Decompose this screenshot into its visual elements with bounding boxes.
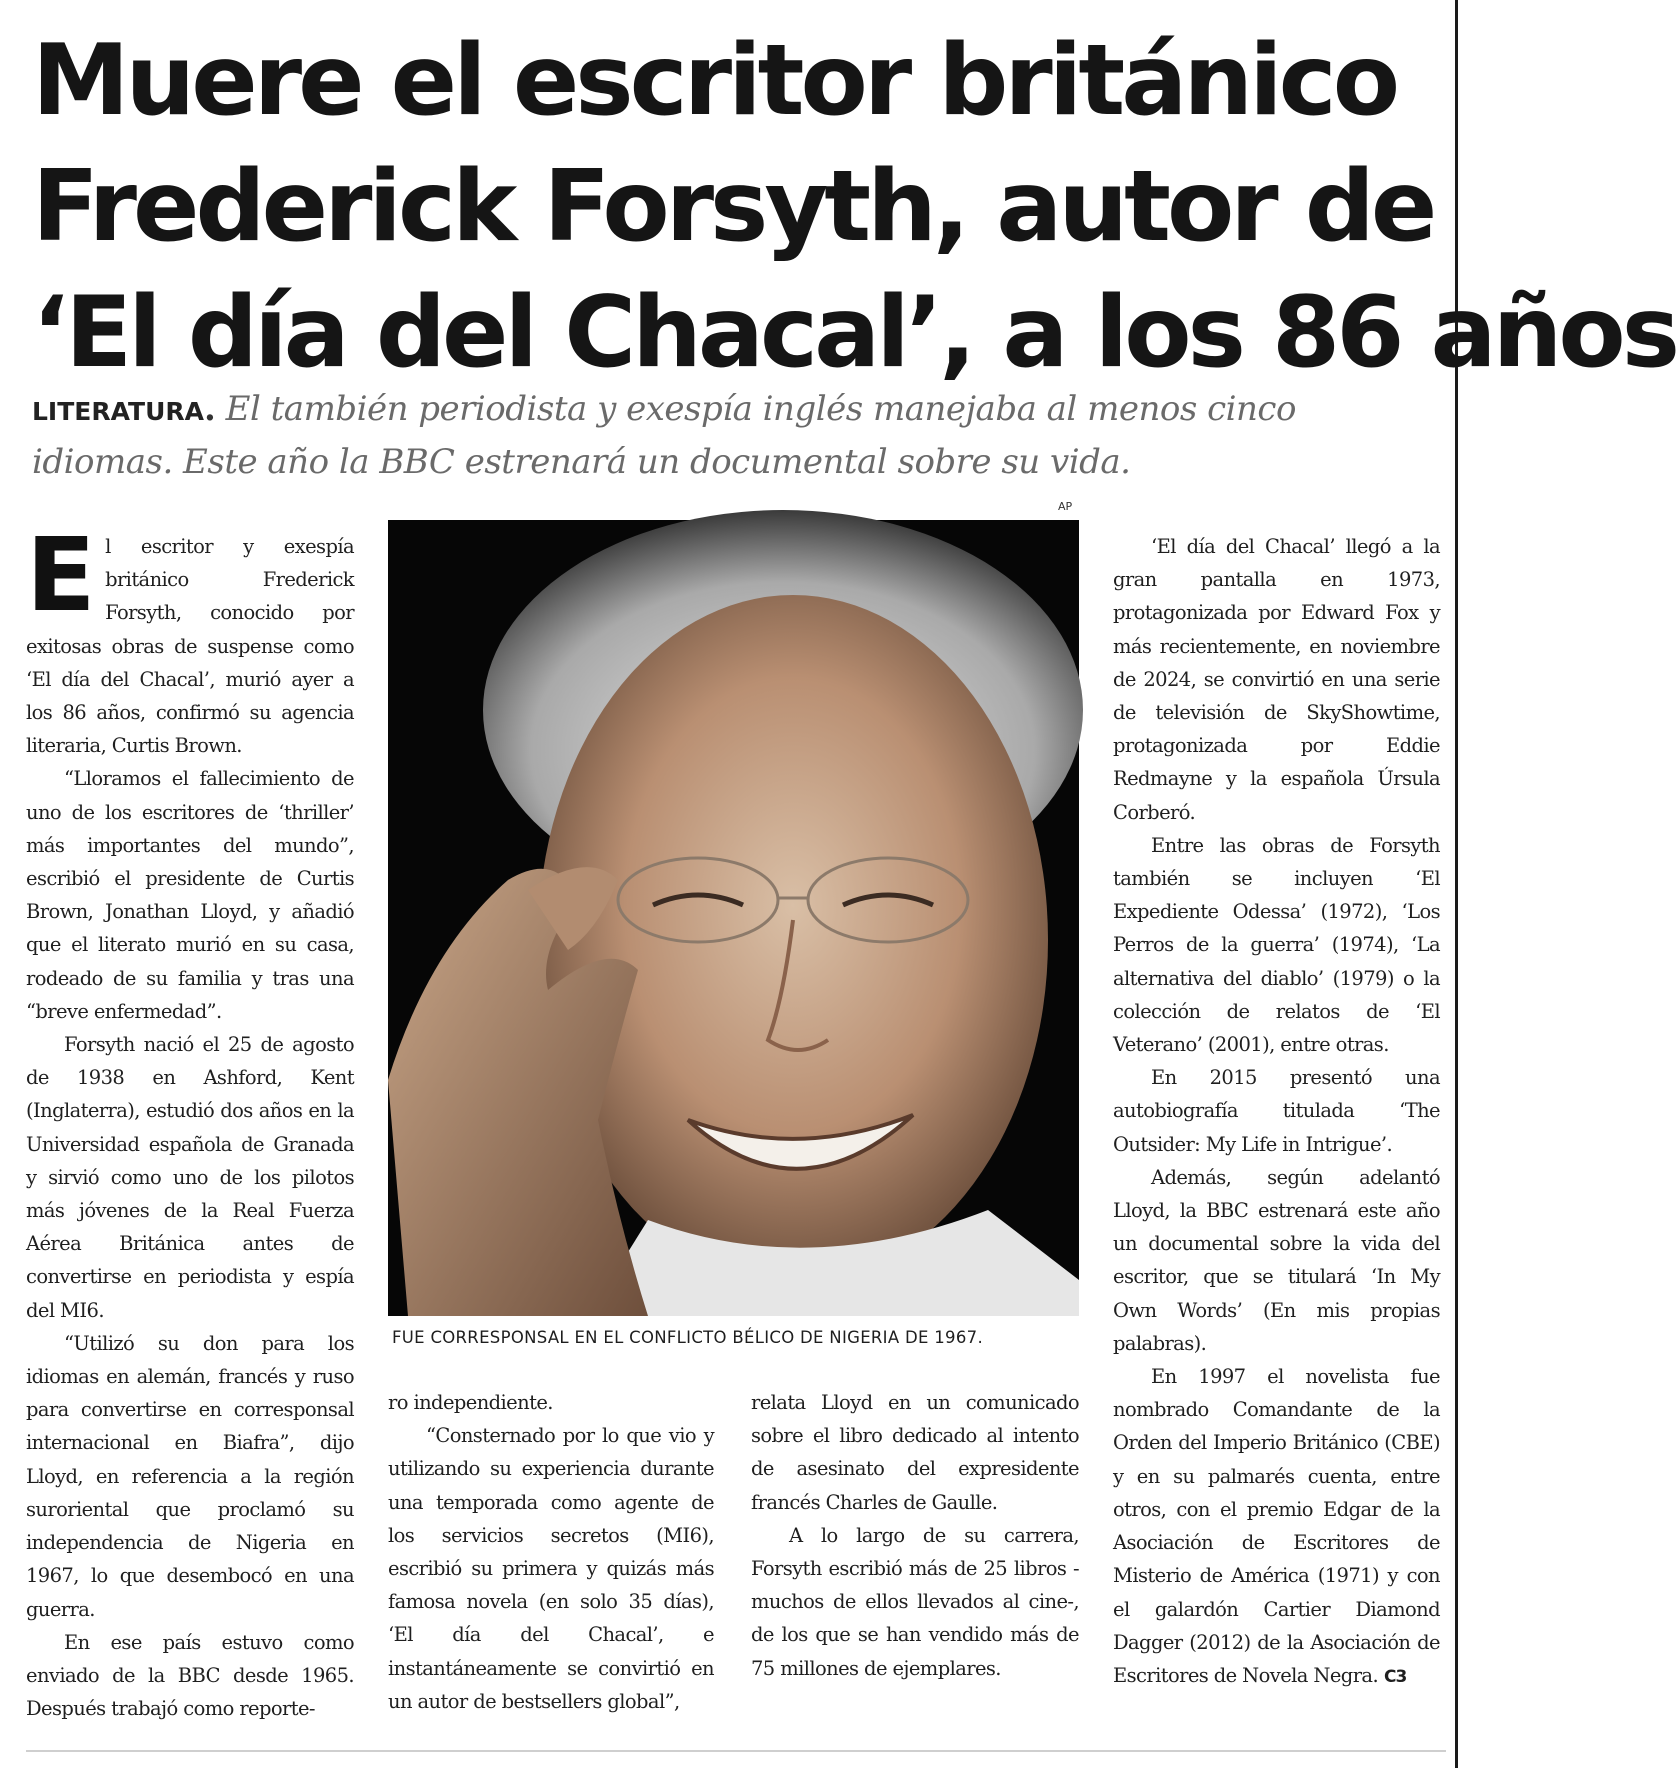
end-of-article-mark: C3 bbox=[1384, 1666, 1407, 1687]
photo-caption: FUE CORRESPONSAL EN EL CONFLICTO BÉLICO DE NIGERIA DE 1967. bbox=[392, 1328, 983, 1347]
author-portrait-illustration bbox=[388, 520, 1079, 1316]
article-column-1 bbox=[26, 516, 354, 1725]
paragraph: A lo largo de su carrera, Forsyth escribió más de 25 libros -muchos de ellos llevados al cine-, de los que se han vendido más de 75 millones de ejemplares. bbox=[751, 1523, 1079, 1680]
paragraph-text: l escritor y exespía británico Frederick Forsyth, conocido por exitosas obras de suspense como ‘El día del Chacal’, murió ayer a los 86 años, confirmó su agencia literaria, Curtis Brown. bbox=[26, 535, 354, 758]
paragraph: Forsyth nació el 25 de agosto de 1938 en Ashford, Kent (Inglaterra), estudió dos años en la Universidad española de Granada y sirvió como uno de los pilotos más jóvenes de la Real Fuerza Aérea Británica antes de convertirse en periodista y espía del MI6. bbox=[26, 1033, 354, 1322]
paragraph: “Lloramos el fallecimiento de uno de los escritores de ‘thriller’ más importantes del mundo”, escribió el presidente de Curtis Brown, Jonathan Lloyd, y añadió que el literato murió en su casa, rodeado de su familia y tras una “breve enfermedad”. bbox=[26, 767, 354, 1023]
headline-line-2: Frederick Forsyth, autor de bbox=[32, 150, 1434, 264]
paragraph: Además, según adelantó Lloyd, la BBC estrenará este año un documental sobre la vida del escritor, que se titulará ‘In My Own Words’ (En mis propias palabras). bbox=[1113, 1165, 1440, 1355]
paragraph-text: En 1997 el novelista fue nombrado Comandante de la Orden del Imperio Británico (CBE) y en su palmarés cuenta, entre otros, con el premio Edgar de la Asociación de Escritores de Misterio de América (1971) y con el galardón Cartier Diamond Dagger (2012) de la Asociación de Escritores de Novela Negra. bbox=[1113, 1365, 1440, 1687]
article-column-3 bbox=[751, 1386, 1079, 1685]
paragraph: ro independiente. bbox=[388, 1391, 553, 1414]
paragraph bbox=[26, 516, 354, 762]
section-kicker-dot: . bbox=[203, 389, 216, 429]
paragraph: relata Lloyd en un comunicado sobre el libro dedicado al intento de asesinato del expresidente francés Charles de Gaulle. bbox=[751, 1391, 1079, 1514]
photo-credit: AP bbox=[1058, 500, 1073, 513]
bottom-rule bbox=[26, 1750, 1446, 1752]
headline-line-3: ‘El día del Chacal’, a los 86 años bbox=[32, 276, 1676, 390]
headline bbox=[32, 18, 1676, 396]
paragraph: “Utilizó su don para los idiomas en alemán, francés y ruso para convertirse en corresponsal internacional en Biafra”, dijo Lloyd, en referencia a la región suroriental que proclamó su independencia de Nigeria en 1967, lo que desembocó en una guerra. bbox=[26, 1331, 354, 1621]
paragraph: En ese país estuvo como enviado de la BBC desde 1965. Después trabajó como reporte- bbox=[26, 1630, 354, 1721]
drop-cap: E bbox=[26, 516, 96, 635]
article-column-2 bbox=[388, 1386, 714, 1718]
section-kicker: LITERATURA bbox=[32, 397, 204, 426]
headline-line-1: Muere el escritor británico bbox=[32, 24, 1397, 138]
subheadline bbox=[32, 384, 1412, 487]
article-column-4 bbox=[1113, 530, 1440, 1694]
subheadline-text: El también periodista y exespía inglés manejaba al menos cinco idiomas. Este año la BBC estrenará un documental sobre su vida. bbox=[32, 389, 1296, 482]
paragraph: En 2015 presentó una autobiografía titulada ‘The Outsider: My Life in Intrigue’. bbox=[1113, 1066, 1440, 1156]
paragraph: ‘El día del Chacal’ llegó a la gran pantalla en 1973, protagonizada por Edward Fox y más recientemente, en noviembre de 2024, se convirtió en una serie de televisión de SkyShowtime, protagonizada por Eddie Redmayne y la española Úrsula Corberó. bbox=[1113, 535, 1440, 824]
paragraph: Entre las obras de Forsyth también se incluyen ‘El Expediente Odessa’ (1972), ‘Los Perros de la guerra’ (1974), ‘La alternativa del diablo’ (1979) o la colección de relatos de ‘El Veterano’ (2001), entre otras. bbox=[1113, 833, 1440, 1057]
paragraph: “Consternado por lo que vio y utilizando su experiencia durante una temporada como agente de los servicios secretos (MI6), escribió su primera y quizás más famosa novela (en solo 35 días), ‘El día del Chacal’, e instantáneamente se convirtió en un autor de bestsellers global”, bbox=[388, 1424, 714, 1713]
author-photo bbox=[388, 520, 1079, 1316]
paragraph bbox=[1113, 1360, 1440, 1694]
